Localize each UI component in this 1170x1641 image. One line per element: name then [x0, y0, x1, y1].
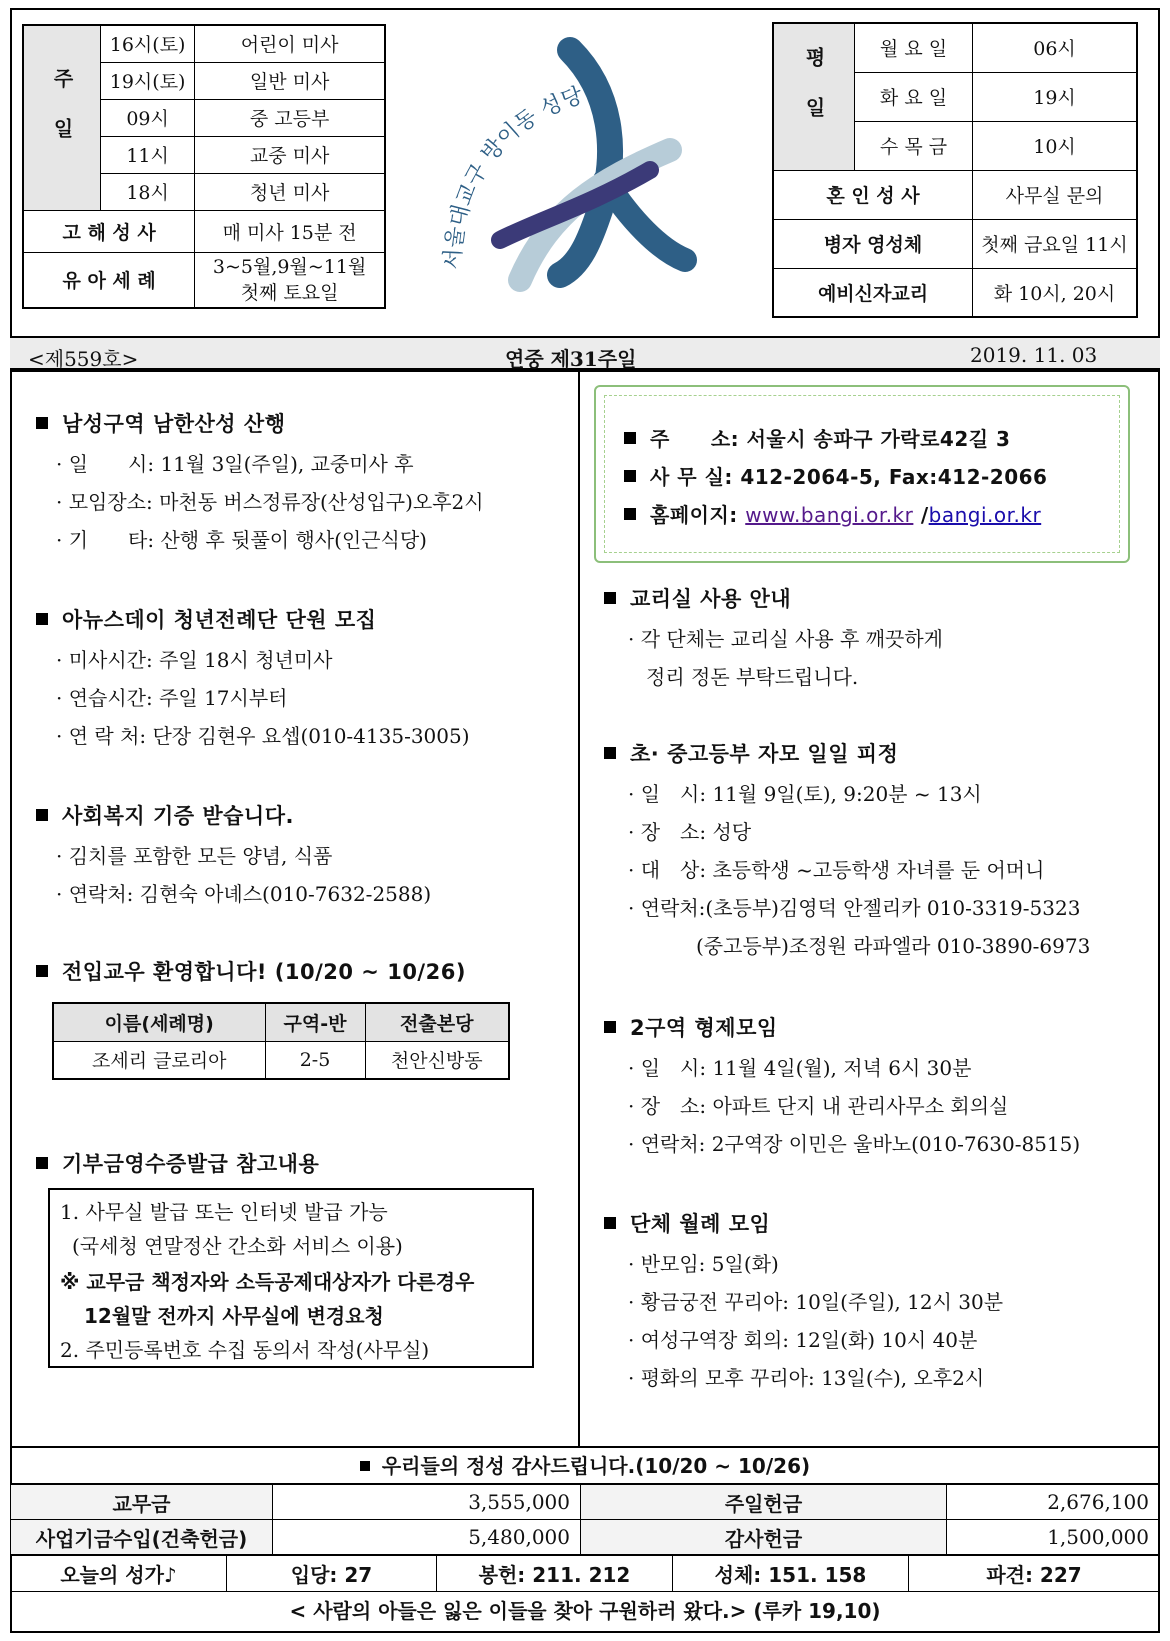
confession-value: 매 미사 15분 전 — [195, 210, 385, 252]
mass-time: 18시 — [101, 173, 195, 210]
catechumen-value: 화 10시, 20시 — [973, 268, 1138, 317]
groups-line: · 반모임: 5일(화) — [628, 1252, 779, 1276]
brothers-line: · 장 소: 아파트 단지 내 관리사무소 회의실 — [628, 1094, 1009, 1118]
weekday-day: 화 요 일 — [855, 72, 973, 121]
retreat-line: · 연락처:(초등부)김영덕 안젤리카 010-3319-5323 — [628, 896, 1081, 920]
section-retreat-title: 초· 중고등부 자모 일일 피정 — [604, 738, 898, 768]
col-header: 전출본당 — [365, 1003, 509, 1041]
issue-number: <제559호> — [28, 347, 139, 371]
offering-value: 5,480,000 — [273, 1520, 581, 1555]
offering-label: 사업기금수입(건축헌금) — [11, 1520, 273, 1555]
offering-value: 3,555,000 — [273, 1485, 581, 1520]
footer-quote: < 사람의 아들은 잃은 이들을 찾아 구원하러 왔다.> (루카 19,10) — [289, 1599, 881, 1623]
offering-label: 주일헌금 — [581, 1485, 947, 1520]
offerings-table — [10, 1484, 1160, 1555]
offering-label: 교무금 — [11, 1485, 273, 1520]
bottom-section — [10, 1446, 1160, 1630]
weekday-day: 수 목 금 — [855, 121, 973, 170]
bulletin-title: 연중 제31주일 — [505, 347, 637, 371]
retreat-line: (중고등부)조정원 라파엘라 010-3890-6973 — [696, 934, 1091, 958]
hymn-communion: 성체: 151. 158 — [673, 1556, 909, 1592]
table-row — [11, 1520, 1160, 1555]
offering-value: 1,500,000 — [947, 1520, 1160, 1555]
hymns-label: 오늘의 성가♪ — [11, 1556, 227, 1592]
donation-line: 12월말 전까지 사무실에 변경요청 — [84, 1304, 384, 1328]
section-groups-title: 단체 월례 모임 — [604, 1208, 770, 1238]
welfare-line: · 연락처: 김현숙 아녜스(010-7632-2588) — [56, 882, 432, 906]
mass-name: 청년 미사 — [195, 173, 385, 210]
mass-name: 일반 미사 — [195, 62, 385, 99]
infant-baptism-label: 유 아 세 례 — [23, 252, 195, 308]
hiking-line: · 일 시: 11월 3일(주일), 교중미사 후 — [56, 452, 414, 476]
donation-line: (국세청 연말정산 간소화 서비스 이용) — [72, 1234, 403, 1258]
donation-notice-box — [48, 1188, 534, 1368]
classroom-line: · 각 단체는 교리실 사용 후 깨끗하게 — [628, 627, 943, 651]
weekday-time: 06시 — [973, 23, 1138, 72]
parish-contact-box — [594, 385, 1130, 563]
infant-baptism-line2: 첫째 토요일 — [240, 281, 339, 304]
mass-name: 교중 미사 — [195, 136, 385, 173]
weekday-time: 19시 — [973, 72, 1138, 121]
mass-time: 16시(토) — [101, 25, 195, 62]
section-hiking-title: 남성구역 남한산성 산행 — [36, 408, 285, 438]
retreat-line: · 일 시: 11월 9일(토), 9:20분 ~ 13시 — [628, 782, 982, 806]
address-row: 주 소: 서울시 송파구 가락로42길 3 — [624, 423, 1010, 452]
groups-line: · 여성구역장 회의: 12일(화) 10시 40분 — [628, 1328, 978, 1352]
offerings-title: 우리들의 정성 감사드립니다.(10/20 ~ 10/26) — [10, 1446, 1160, 1484]
donation-line: 1. 사무실 발급 또는 인터넷 발급 가능 — [60, 1200, 388, 1224]
brothers-line: · 일 시: 11월 4일(월), 저녁 6시 30분 — [628, 1056, 972, 1080]
section-classroom-title: 교리실 사용 안내 — [604, 583, 791, 613]
mass-name: 중 고등부 — [195, 99, 385, 136]
newcomer-name: 조세리 글로리아 — [53, 1041, 265, 1079]
newcomer-parish: 천안신방동 — [365, 1041, 509, 1079]
column-divider — [578, 372, 580, 1446]
col-header: 이름(세례명) — [53, 1003, 265, 1041]
hymn-offertory: 봉헌: 211. 212 — [437, 1556, 673, 1592]
office-row: 사 무 실: 412-2064-5, Fax:412-2066 — [624, 461, 1047, 490]
weekday-time: 10시 — [973, 121, 1138, 170]
marriage-label: 혼 인 성 사 — [773, 170, 973, 219]
sick-communion-value: 첫째 금요일 11시 — [973, 219, 1138, 268]
sick-communion-label: 병자 영성체 — [773, 219, 973, 268]
homepage-row: 홈페이지: www.bangi.or.kr /bangi.or.kr — [624, 499, 1041, 528]
anusdei-line: · 미사시간: 주일 18시 청년미사 — [56, 648, 333, 672]
col-header: 구역-반 — [265, 1003, 365, 1041]
weekday-side-label: 평일 — [773, 23, 855, 170]
donation-line: ※ 교무금 책정자와 소득공제대상자가 다른경우 — [60, 1270, 475, 1294]
retreat-line: · 장 소: 성당 — [628, 820, 752, 844]
hiking-line: · 모임장소: 마천동 버스정류장(산성입구)오후2시 — [56, 490, 484, 514]
homepage-link-short[interactable]: bangi.or.kr — [928, 503, 1042, 527]
weekday-day: 월 요 일 — [855, 23, 973, 72]
table-row — [11, 1485, 1160, 1520]
weekday-mass-table — [772, 22, 1138, 318]
marriage-value: 사무실 문의 — [973, 170, 1138, 219]
section-welfare-title: 사회복지 기증 받습니다. — [36, 800, 294, 830]
hymns-table — [10, 1555, 1160, 1592]
table-row — [53, 1041, 509, 1079]
groups-line: · 평화의 모후 꾸리아: 13일(수), 오후2시 — [628, 1366, 985, 1390]
logo-text: 서울대교구 방이동 성당 — [440, 83, 587, 271]
mass-time: 11시 — [101, 136, 195, 173]
hymn-dismissal: 파견: 227 — [909, 1556, 1160, 1592]
sunday-side-label: 주일 — [23, 25, 101, 210]
welfare-line: · 김치를 포함한 모든 양념, 식품 — [56, 844, 333, 868]
retreat-line: · 대 상: 초등학생 ~고등학생 자녀를 둔 어머니 — [628, 858, 1045, 882]
confession-label: 고 해 성 사 — [23, 210, 195, 252]
anusdei-line: · 연 락 처: 단장 김현우 요셉(010-4135-3005) — [56, 724, 470, 748]
groups-line: · 황금궁전 꾸리아: 10일(주일), 12시 30분 — [628, 1290, 1004, 1314]
section-anusdei-title: 아뉴스데이 청년전례단 단원 모집 — [36, 604, 376, 634]
infant-baptism-value — [195, 252, 385, 308]
classroom-line: 정리 정돈 부탁드립니다. — [646, 665, 859, 689]
sunday-mass-table — [22, 24, 386, 309]
parish-logo — [420, 30, 720, 320]
mass-time: 09시 — [101, 99, 195, 136]
mass-name: 어린이 미사 — [195, 25, 385, 62]
newcomers-table — [52, 1002, 510, 1080]
section-donation-title: 기부금영수증발급 참고내용 — [36, 1148, 319, 1178]
offering-label: 감사헌금 — [581, 1520, 947, 1555]
hymn-entrance: 입당: 27 — [227, 1556, 437, 1592]
catechumen-label: 예비신자교리 — [773, 268, 973, 317]
section-welcome-title: 전입교우 환영합니다! (10/20 ~ 10/26) — [36, 956, 466, 986]
bulletin-date: 2019. 11. 03 — [970, 343, 1098, 367]
hiking-line: · 기 타: 산행 후 뒷풀이 행사(인근식당) — [56, 528, 427, 552]
anusdei-line: · 연습시간: 주일 17시부터 — [56, 686, 288, 710]
section-brothers-title: 2구역 형제모임 — [604, 1012, 778, 1042]
offering-value: 2,676,100 — [947, 1485, 1160, 1520]
bulletin-header — [10, 336, 1160, 372]
infant-baptism-line1: 3~5월,9월~11월 — [212, 255, 367, 278]
homepage-link[interactable]: www.bangi.or.kr — [745, 503, 914, 527]
brothers-line: · 연락처: 2구역장 이민은 울바노(010-7630-8515) — [628, 1132, 1081, 1156]
newcomer-district: 2-5 — [265, 1041, 365, 1079]
mass-time: 19시(토) — [101, 62, 195, 99]
donation-line: 2. 주민등록번호 수집 동의서 작성(사무실) — [60, 1338, 430, 1362]
